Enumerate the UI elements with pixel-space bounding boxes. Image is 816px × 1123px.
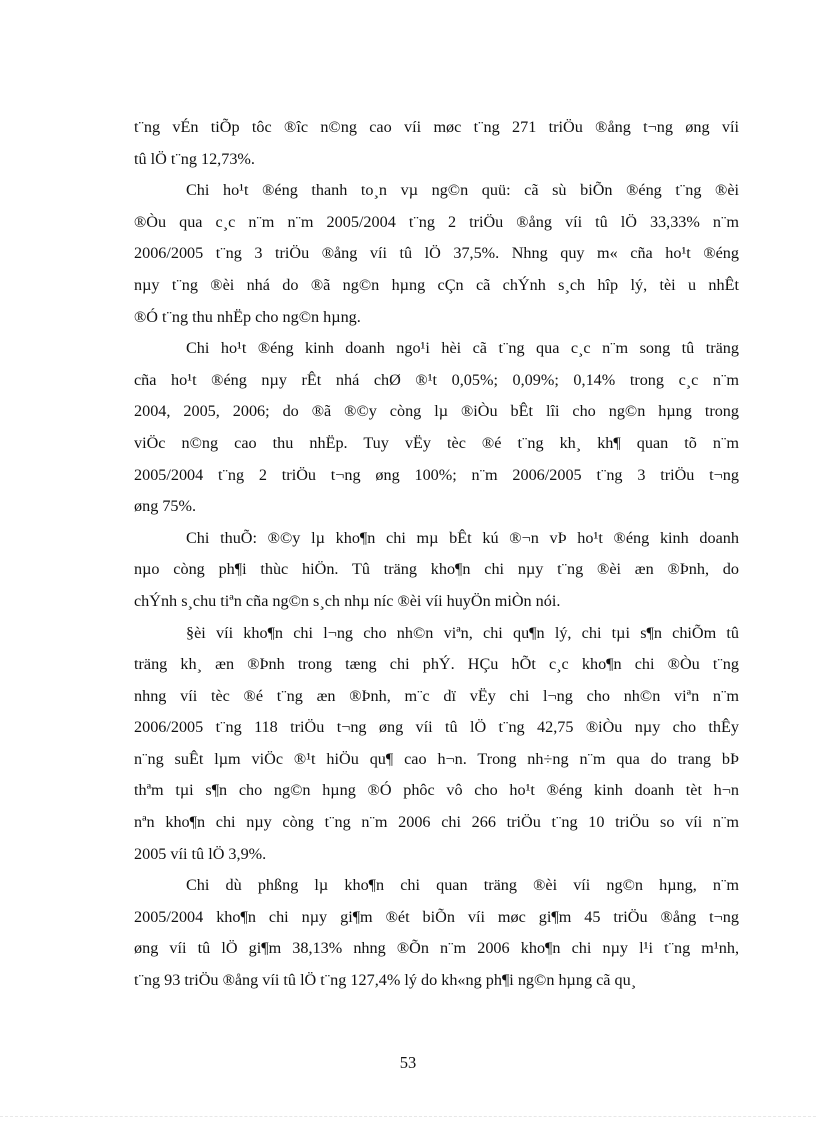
page-bottom-rule <box>0 1116 816 1119</box>
paragraph <box>134 618 739 871</box>
text-line: träng kh¸ æn ®Þnh trong tæng chi phÝ. HÇu hÕt c¸c kho¶n chi ®Òu t¨ng <box>134 655 739 674</box>
text-line: 2005/2004 kho¶n chi nµy gi¶m ®ét biÕn víi møc gi¶m 45 triÖu ®ång t¬ng <box>134 907 739 926</box>
text-line: nµy t¨ng ®èi nhá do ®ã ng©n hµng cÇn cã chÝnh s¸ch hîp lý, tèi u nhÊt <box>134 275 739 294</box>
text-line: t¨ng vÉn tiÕp tôc ®îc n©ng cao víi møc t¨ng 271 triÖu ®ång t¬ng øng víi <box>134 118 739 136</box>
text-line: Chi dù phßng lµ kho¶n chi quan träng ®èi víi ng©n hµng, n¨m <box>186 876 739 895</box>
text-line: øng víi tû lÖ gi¶m 38,13% nhng ®Õn n¨m 2006 kho¶n chi nµy l¹i t¨ng m¹nh, <box>134 939 739 958</box>
paragraph <box>134 175 739 333</box>
page-number: 53 <box>399 1053 417 1072</box>
text-line: Chi thuÕ: ®©y lµ kho¶n chi mµ bÊt kú ®¬n vÞ ho¹t ®éng kinh doanh <box>186 528 739 547</box>
text-line: Chi ho¹t ®éng kinh doanh ngo¹i hèi cã t¨ng qua c¸c n¨m song tû träng <box>186 339 739 358</box>
text-line: viÖc n©ng cao thu nhËp. Tuy vËy tèc ®é t¨ng kh¸ kh¶ quan tõ n¨m <box>134 433 739 452</box>
paragraph <box>134 112 739 175</box>
text-line: nhng víi tèc ®é t¨ng æn ®Þnh, m¨c dï vËy chi l¬ng cho nh©n viªn n¨m <box>134 686 739 705</box>
text-line: nªn kho¶n chi nµy còng t¨ng n¨m 2006 chi 266 triÖu t¨ng 10 triÖu so víi n¨m <box>134 813 739 832</box>
paragraph <box>134 333 739 523</box>
text-line: 2006/2005 t¨ng 3 triÖu ®ång víi tû lÖ 37,5%. Nhng quy m« cña ho¹t ®éng <box>134 244 739 263</box>
text-line: 2004, 2005, 2006; do ®ã ®©y còng lµ ®iÒu bÊt lîi cho ng©n hµng trong <box>134 402 739 421</box>
text-line: 2005 víi tû lÖ 3,9%. <box>134 844 267 863</box>
text-line: n¨ng suÊt lµm viÖc ®¹t hiÖu qu¶ cao h¬n. Trong nh÷ng n¨m qua do trang bÞ <box>134 749 739 768</box>
text-line: 2006/2005 t¨ng 118 triÖu t¬ng øng víi tû lÖ t¨ng 42,75 ®iÒu nµy cho thÊy <box>134 718 739 737</box>
text-line: nµo còng ph¶i thùc hiÖn. Tû träng kho¶n chi nµy t¨ng ®èi æn ®Þnh, do <box>134 560 739 579</box>
text-line: øng 75%. <box>134 497 197 516</box>
text-line: tû lÖ t¨ng 12,73%. <box>134 149 255 168</box>
text-line: cña ho¹t ®éng nµy rÊt nhá chØ ®¹t 0,05%; 0,09%; 0,14% trong c¸c n¨m <box>134 370 739 389</box>
text-line: §èi víi kho¶n chi l¬ng cho nh©n viªn, chi qu¶n lý, chi tµi s¶n chiÕm tû <box>186 623 739 642</box>
text-line: Chi ho¹t ®éng thanh to¸n vµ ng©n quü: cã sù biÕn ®éng t¨ng ®èi <box>186 181 739 200</box>
text-line: thªm tµi s¶n cho ng©n hµng ®Ó phôc vô cho ho¹t ®éng kinh doanh tèt h¬n <box>134 781 739 800</box>
text-line: t¨ng 93 triÖu ®ång víi tû lÖ t¨ng 127,4% lý do kh«ng ph¶i ng©n hµng cã qu¸ <box>134 971 637 990</box>
text-line: ®Òu qua c¸c n¨m n¨m 2005/2004 t¨ng 2 triÖu ®ång víi tû lÖ 33,33% n¨m <box>134 212 739 231</box>
text-line: 2005/2004 t¨ng 2 triÖu t¬ng øng 100%; n¨m 2006/2005 t¨ng 3 triÖu t¬ng <box>134 465 739 484</box>
paragraph <box>134 870 739 996</box>
document-body <box>134 112 739 997</box>
paragraph <box>134 523 739 618</box>
text-line: ®Ó t¨ng thu nhËp cho ng©n hµng. <box>134 307 361 326</box>
text-line: chÝnh s¸chu tiªn cña ng©n s¸ch nhµ níc ®èi víi huyÖn miÒn nói. <box>134 591 561 610</box>
